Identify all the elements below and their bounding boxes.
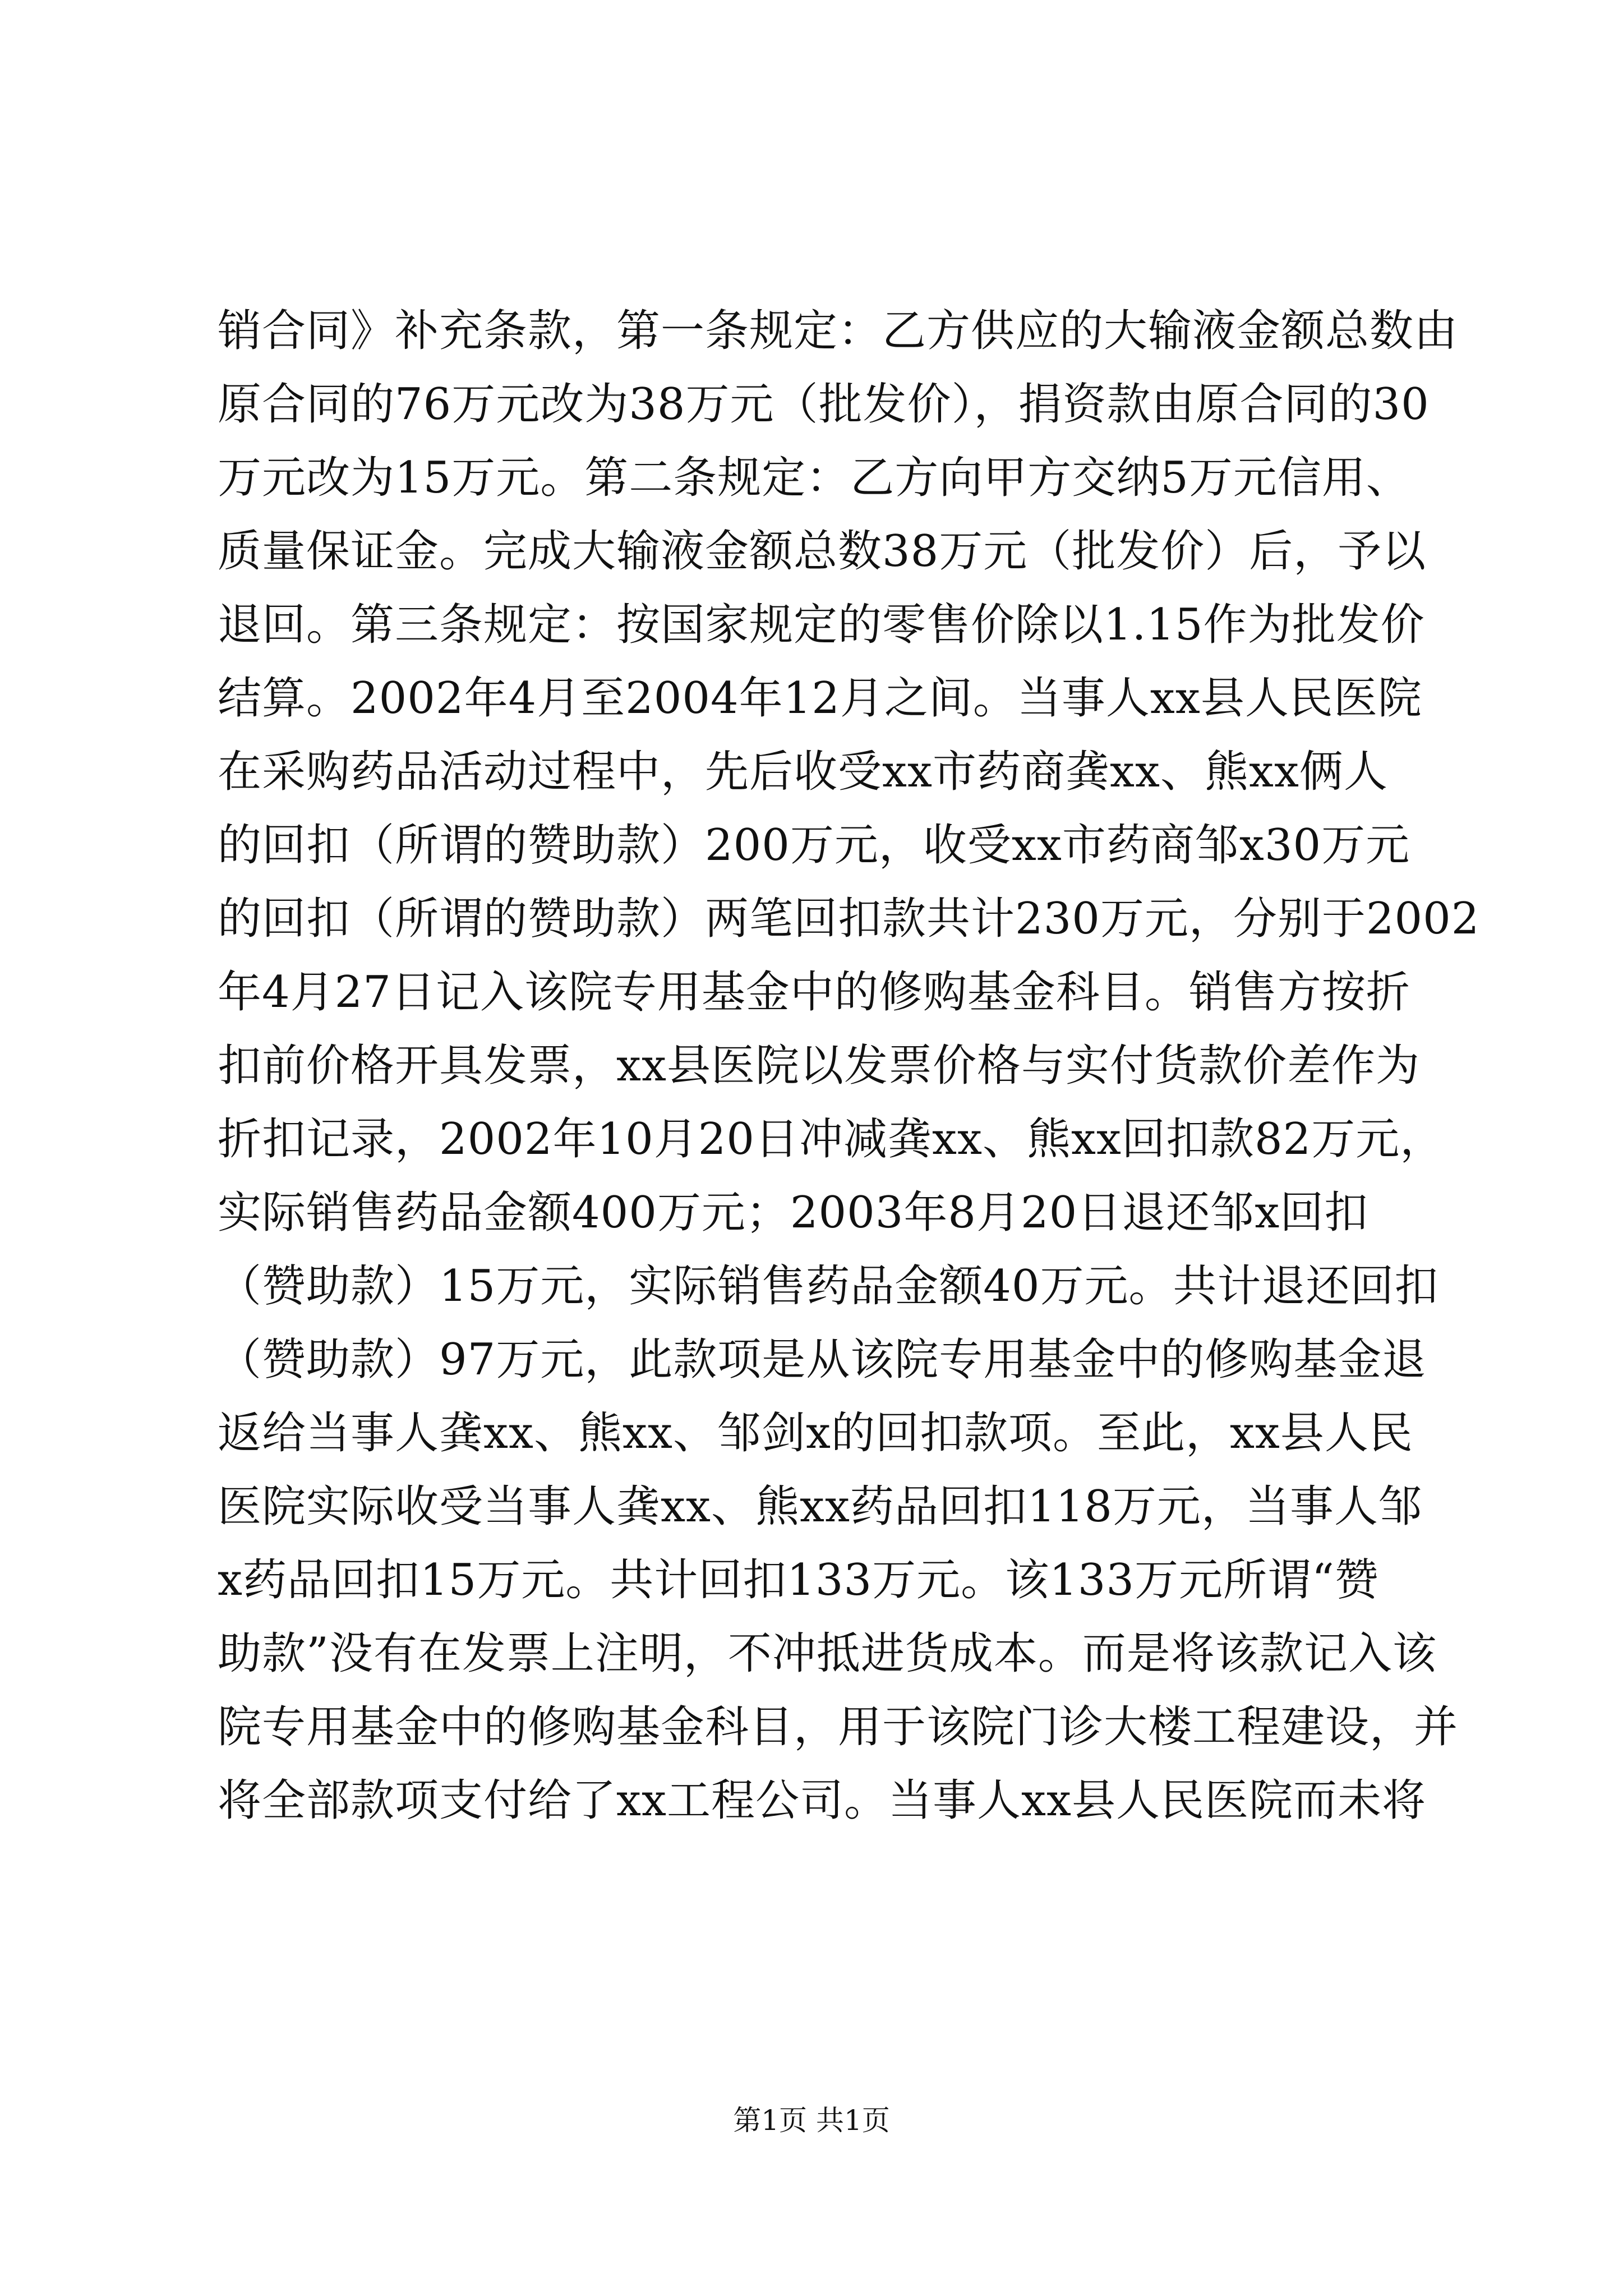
text-line: 退回。第三条规定：按国家规定的零售价除以1.15作为批发价 xyxy=(218,600,1425,650)
text-line: 扣前价格开具发票，xx县医院以发票价格与实付货款价差作为 xyxy=(218,1041,1420,1091)
text-line: 结算。2002年4月至2004年12月之间。当事人xx县人民医院 xyxy=(218,673,1422,724)
text-line: 质量保证金。完成大输液金额总数38万元（批发价）后，予以 xyxy=(218,526,1427,577)
text-line: 实际销售药品金额400万元；2003年8月20日退还邹x回扣 xyxy=(218,1188,1369,1238)
text-line: 返给当事人龚xx、熊xx、邹剑x的回扣款项。至此，xx县人民 xyxy=(218,1408,1413,1458)
text-line: 的回扣（所谓的赞助款）两笔回扣款共计230万元，分别于2002 xyxy=(218,894,1480,944)
text-line: 将全部款项支付给了xx工程公司。当事人xx县人民医院而未将 xyxy=(218,1775,1426,1826)
text-line: 助款”没有在发票上注明，不冲抵进货成本。而是将该款记入该 xyxy=(218,1628,1437,1679)
body-text xyxy=(218,295,1480,1838)
text-line: 原合同的76万元改为38万元（批发价），捐资款由原合同的30 xyxy=(218,379,1430,430)
page-footer: 第1页 共1页 xyxy=(733,2104,890,2137)
text-line: 的回扣（所谓的赞助款）200万元，收受xx市药商邹x30万元 xyxy=(218,820,1410,871)
text-line: 销合同》补充条款，第一条规定：乙方供应的大输液金额总数由 xyxy=(218,306,1459,356)
text-line: 万元改为15万元。第二条规定：乙方向甲方交纳5万元信用、 xyxy=(218,453,1410,503)
text-line: 院专用基金中的修购基金科目，用于该院门诊大楼工程建设，并 xyxy=(218,1702,1459,1752)
text-line: （赞助款）97万元，此款项是从该院专用基金中的修购基金退 xyxy=(218,1335,1427,1385)
text-line: 在采购药品活动过程中，先后收受xx市药商龚xx、熊xx俩人 xyxy=(218,747,1388,797)
text-line: 年4月27日记入该院专用基金中的修购基金科目。销售方按折 xyxy=(218,967,1410,1018)
text-line: （赞助款）15万元，实际销售药品金额40万元。共计退还回扣 xyxy=(218,1261,1439,1312)
text-line: 折扣记录，2002年10月20日冲减龚xx、熊xx回扣款82万元， xyxy=(218,1114,1445,1165)
text-line: x药品回扣15万元。共计回扣133万元。该133万元所谓“赞 xyxy=(218,1555,1379,1605)
text-line: 医院实际收受当事人龚xx、熊xx药品回扣118万元，当事人邹 xyxy=(218,1481,1423,1532)
